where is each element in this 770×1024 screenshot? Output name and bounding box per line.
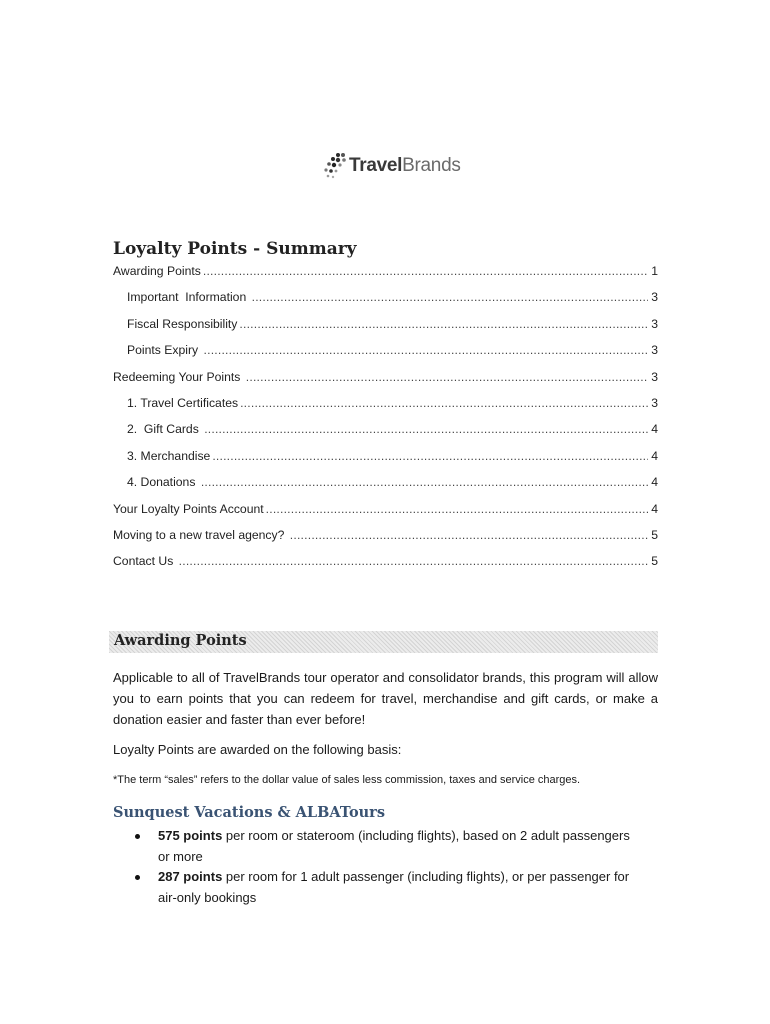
toc-entry-points-expiry[interactable] (113, 343, 658, 369)
toc-entry-fiscal-responsibility[interactable] (113, 317, 658, 343)
section-title-awarding-points: Awarding Points (114, 632, 247, 649)
toc-entry-label: Awarding Points (113, 264, 201, 278)
toc-leader (201, 475, 648, 489)
toc-entry-page: 4 (651, 422, 658, 437)
toc-entry-page: 5 (651, 527, 658, 542)
subsection-title-sunquest: Sunquest Vacations & ALBATours (113, 804, 385, 821)
toc-leader (204, 422, 648, 436)
toc-entry-page: 5 (651, 554, 658, 569)
toc-entry-page: 1 (651, 264, 658, 278)
toc-leader (204, 343, 648, 357)
toc-entry-page: 3 (651, 316, 658, 331)
toc-entry-label: Your Loyalty Points Account (113, 501, 264, 516)
toc-entry-label: Fiscal Responsibility (127, 316, 238, 331)
toc-entry-your-loyalty-points-account[interactable] (113, 502, 658, 528)
toc-entry-page: 3 (651, 395, 658, 410)
toc-entry-label: 3. Merchandise (127, 448, 211, 463)
logo-brands-text: Brands (402, 155, 461, 176)
toc-entry-page: 3 (651, 369, 658, 384)
toc-entry-gift-cards[interactable] (113, 422, 658, 448)
points-bullet-list (133, 826, 643, 908)
toc-leader (212, 449, 648, 463)
list-item (133, 867, 643, 908)
toc-entry-redeeming-your-points[interactable] (113, 370, 658, 396)
toc-entry-page: 4 (651, 448, 658, 463)
toc-entry-label: Contact Us (113, 554, 177, 569)
sales-definition-note: *The term “sales” refers to the dollar value of sales less commission, taxes and service charges. (113, 774, 581, 786)
toc-entry-page: 4 (651, 475, 658, 490)
toc-entry-label: Important Information (127, 290, 250, 305)
points-description: per room for 1 adult passenger (including flights), or per passenger for air-only bookings (158, 869, 630, 905)
toc-entry-page: 3 (651, 343, 658, 358)
toc-entry-page: 3 (651, 290, 658, 305)
bullet-icon (135, 875, 140, 880)
toc-entry-label: 1. Travel Certificates (127, 395, 239, 410)
toc-entry-donations[interactable] (113, 475, 658, 501)
toc-entry-label: Redeeming Your Points (113, 369, 244, 384)
points-amount: 287 points (158, 869, 223, 884)
toc-leader (290, 528, 648, 542)
toc-entry-travel-certificates[interactable] (113, 396, 658, 422)
toc-leader (266, 502, 648, 516)
travelbrands-logo (323, 150, 461, 182)
points-amount: 575 points (158, 828, 223, 843)
toc-entry-moving-agency[interactable] (113, 528, 658, 554)
logo-travel-text: Travel (349, 155, 403, 176)
toc-entry-label: 4. Donations (127, 475, 199, 490)
toc-entry-merchandise[interactable] (113, 449, 658, 475)
points-description: per room or stateroom (including flights), based on 2 adult passengers or more (158, 828, 630, 864)
toc-entry-label: 2. Gift Cards (127, 422, 203, 437)
toc-leader (203, 264, 648, 278)
toc-leader (240, 396, 648, 410)
toc-entry-label: Points Expiry (127, 343, 202, 358)
section-heading-band (109, 631, 658, 653)
toc-entry-label: Moving to a new travel agency? (113, 527, 288, 542)
table-of-contents (113, 264, 658, 581)
toc-entry-page: 4 (651, 501, 658, 516)
bullet-icon (135, 834, 140, 839)
logo-wordmark (349, 155, 461, 177)
list-item (133, 826, 643, 867)
toc-entry-important-information[interactable] (113, 290, 658, 316)
toc-leader (246, 370, 648, 384)
toc-leader (239, 317, 648, 331)
logo-dots-icon (323, 152, 347, 180)
basis-paragraph: Loyalty Points are awarded on the following basis: (113, 742, 402, 757)
toc-entry-awarding-points[interactable] (113, 264, 658, 290)
toc-leader (179, 554, 648, 568)
toc-title: Loyalty Points - Summary (113, 239, 357, 259)
toc-leader (252, 290, 648, 304)
toc-entry-contact-us[interactable] (113, 554, 658, 580)
intro-paragraph: Applicable to all of TravelBrands tour operator and consolidator brands, this program will allow you to earn points that you can redeem for travel, merchandise and gift cards, or make a donation easier and faster than ever before! (113, 670, 658, 727)
